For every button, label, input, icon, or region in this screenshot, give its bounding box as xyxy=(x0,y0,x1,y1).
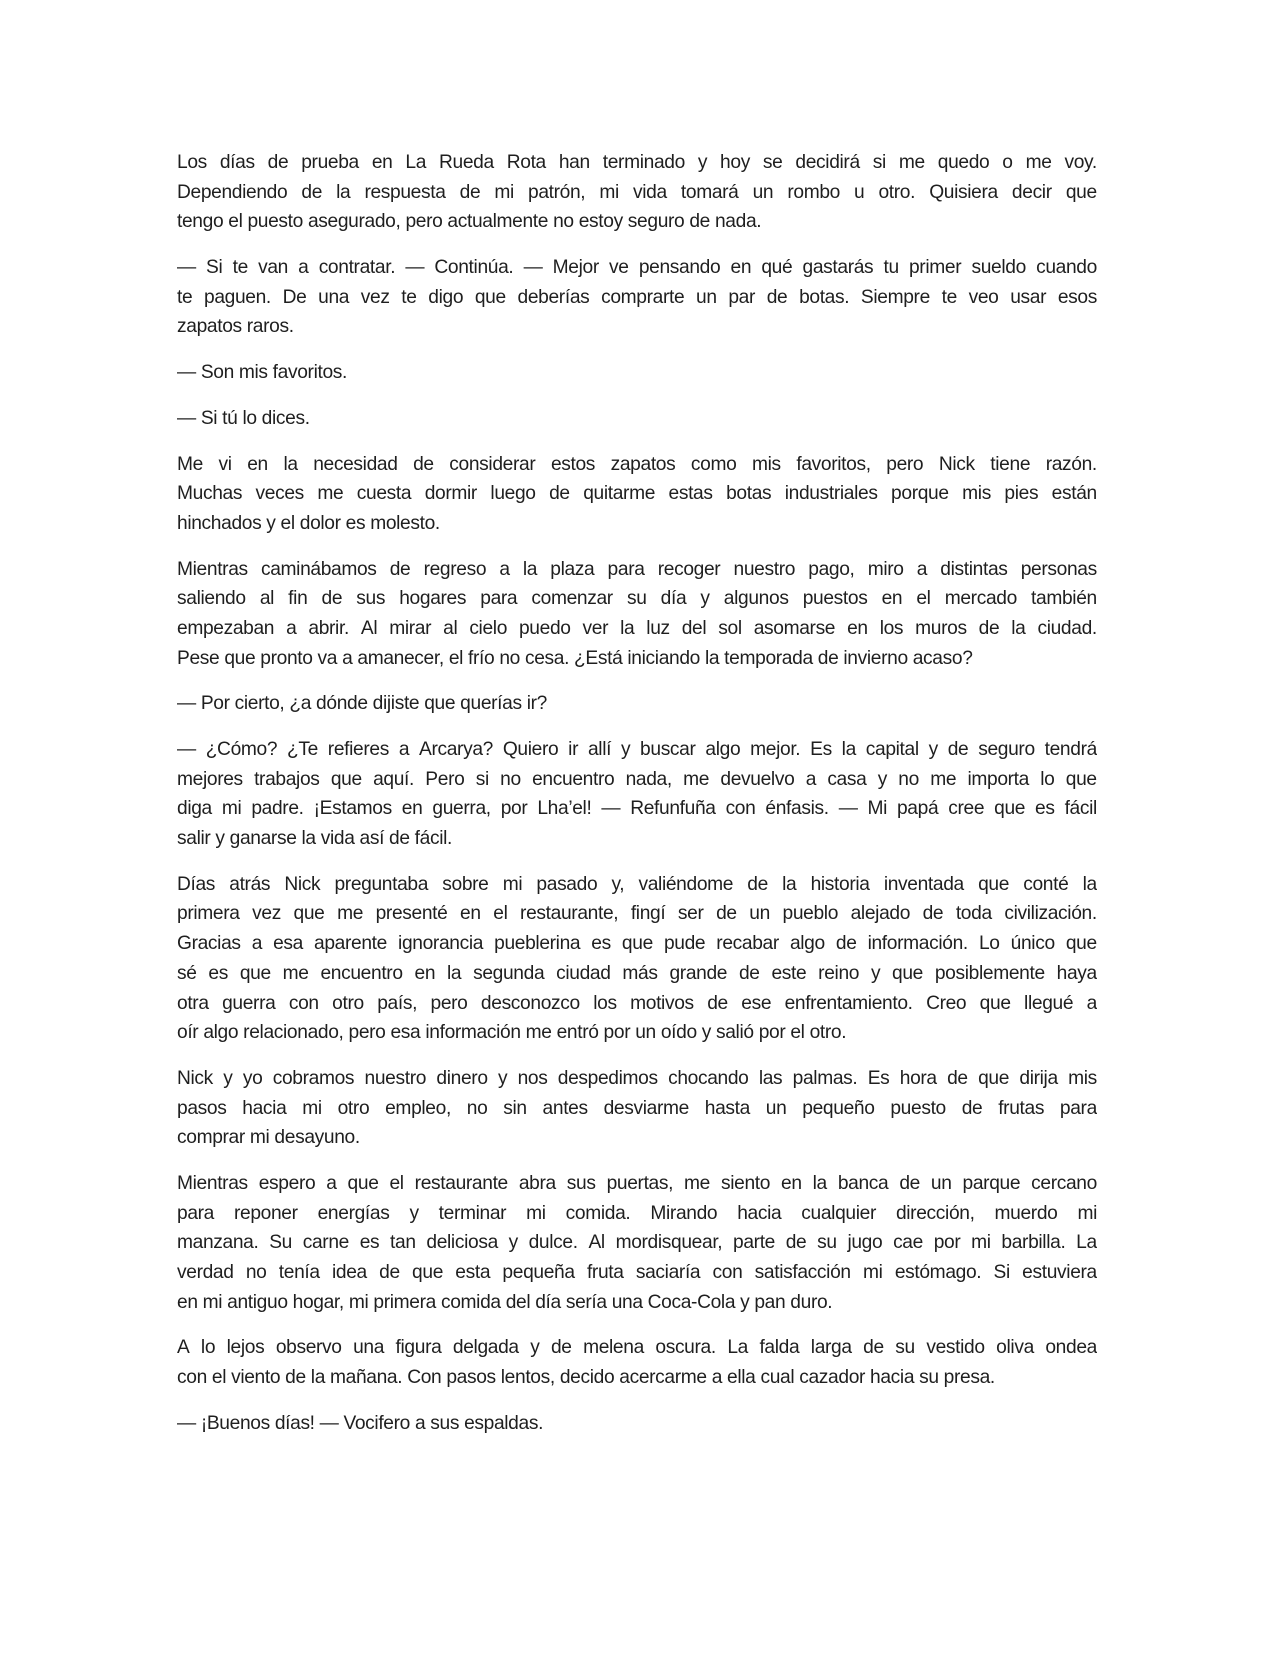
text-line: Muchas veces me cuesta dormir luego de quitarme estas botas industriales porque mis pies están xyxy=(177,483,1097,505)
text-line: — Si tú lo dices. xyxy=(177,407,310,429)
text-line: Mientras caminábamos de regreso a la plaza para recoger nuestro pago, miro a distintas personas xyxy=(177,558,1097,580)
text-line: tengo el puesto asegurado, pero actualmente no estoy seguro de nada. xyxy=(177,211,762,233)
text-line: en mi antiguo hogar, mi primera comida del día sería una Coca-Cola y pan duro. xyxy=(177,1291,833,1313)
text-line: — Son mis favoritos. xyxy=(177,362,348,384)
text-line: otra guerra con otro país, pero desconozco los motivos de ese enfrentamiento. Creo que llegué a xyxy=(177,992,1097,1014)
text-line: oír algo relacionado, pero esa información me entró por un oído y salió por el otro. xyxy=(177,1022,847,1044)
text-line: empezaban a abrir. Al mirar al cielo puedo ver la luz del sol asomarse en los muros de la ciudad. xyxy=(177,617,1097,639)
text-line: saliendo al fin de sus hogares para comenzar su día y algunos puestos en el mercado también xyxy=(177,588,1097,610)
paragraph xyxy=(177,1169,1097,1317)
text-line: diga mi padre. ¡Estamos en guerra, por Lha’el! — Refunfuña con énfasis. — Mi papá cree que es fácil xyxy=(177,798,1097,820)
text-line: mejores trabajos que aquí. Pero si no encuentro nada, me devuelvo a casa y no me importa lo que xyxy=(177,768,1097,790)
text-line: Me vi en la necesidad de considerar estos zapatos como mis favoritos, pero Nick tiene razón. xyxy=(177,453,1097,475)
text-line: comprar mi desayuno. xyxy=(177,1127,360,1149)
paragraph xyxy=(177,555,1097,674)
text-line: te paguen. De una vez te digo que deberías comprarte un par de botas. Siempre te veo usar esos xyxy=(177,286,1097,308)
text-line: — Si te van a contratar. — Continúa. — Mejor ve pensando en qué gastarás tu primer sueldo cuando xyxy=(177,257,1097,279)
text-line: Mientras espero a que el restaurante abra sus puertas, me siento en la banca de un parque cercano xyxy=(177,1172,1097,1194)
text-line: pasos hacia mi otro empleo, no sin antes desviarme hasta un pequeño puesto de frutas para xyxy=(177,1097,1097,1119)
document-body xyxy=(177,148,1097,1454)
paragraph xyxy=(177,253,1097,342)
text-line: — ¿Cómo? ¿Te refieres a Arcarya? Quiero ir allí y buscar algo mejor. Es la capital y de seguro tendrá xyxy=(177,739,1097,760)
text-line: Días atrás Nick preguntaba sobre mi pasado y, valiéndome de la historia inventada que conté la xyxy=(177,873,1097,895)
text-line: hinchados y el dolor es molesto. xyxy=(177,512,440,534)
text-line: primera vez que me presenté en el restaurante, fingí ser de un pueblo alejado de toda civilización. xyxy=(177,903,1097,925)
text-line: zapatos raros. xyxy=(177,316,294,338)
text-line: A lo lejos observo una figura delgada y de melena oscura. La falda larga de su vestido oliva ondea xyxy=(177,1337,1097,1359)
text-line: manzana. Su carne es tan deliciosa y dulce. Al mordisquear, parte de su jugo cae por mi barbilla. La xyxy=(177,1232,1097,1254)
text-line: verdad no tenía idea de que esta pequeña fruta saciaría con satisfacción mi estómago. Si estuviera xyxy=(177,1262,1097,1283)
paragraph xyxy=(177,689,1097,719)
text-line: — ¡Buenos días! — Vocifero a sus espaldas. xyxy=(177,1412,544,1434)
text-line: sé es que me encuentro en la segunda ciudad más grande de este reino y que posiblemente haya xyxy=(177,962,1097,984)
text-line: Dependiendo de la respuesta de mi patrón, mi vida tomará un rombo u otro. Quisiera decir que xyxy=(177,181,1097,203)
text-line: Pese que pronto va a amanecer, el frío no cesa. ¿Está iniciando la temporada de invierno acaso? xyxy=(177,647,973,669)
text-line: — Por cierto, ¿a dónde dijiste que querías ir? xyxy=(177,693,547,715)
text-line: salir y ganarse la vida así de fácil. xyxy=(177,828,453,850)
paragraph xyxy=(177,1333,1097,1392)
paragraph xyxy=(177,450,1097,539)
paragraph xyxy=(177,358,1097,388)
paragraph xyxy=(177,148,1097,237)
paragraph xyxy=(177,735,1097,854)
text-line: con el viento de la mañana. Con pasos lentos, decido acercarme a ella cual cazador hacia su presa. xyxy=(177,1367,995,1389)
paragraph xyxy=(177,404,1097,434)
text-line: para reponer energías y terminar mi comida. Mirando hacia cualquier dirección, muerdo mi xyxy=(177,1202,1097,1224)
paragraph xyxy=(177,1409,1097,1439)
text-line: Los días de prueba en La Rueda Rota han terminado y hoy se decidirá si me quedo o me voy. xyxy=(177,152,1097,173)
paragraph xyxy=(177,1064,1097,1153)
text-line: Gracias a esa aparente ignorancia pueblerina es que pude recabar algo de información. Lo único que xyxy=(177,933,1097,955)
text-line: Nick y yo cobramos nuestro dinero y nos despedimos chocando las palmas. Es hora de que dirija mis xyxy=(177,1067,1097,1089)
paragraph xyxy=(177,870,1097,1048)
